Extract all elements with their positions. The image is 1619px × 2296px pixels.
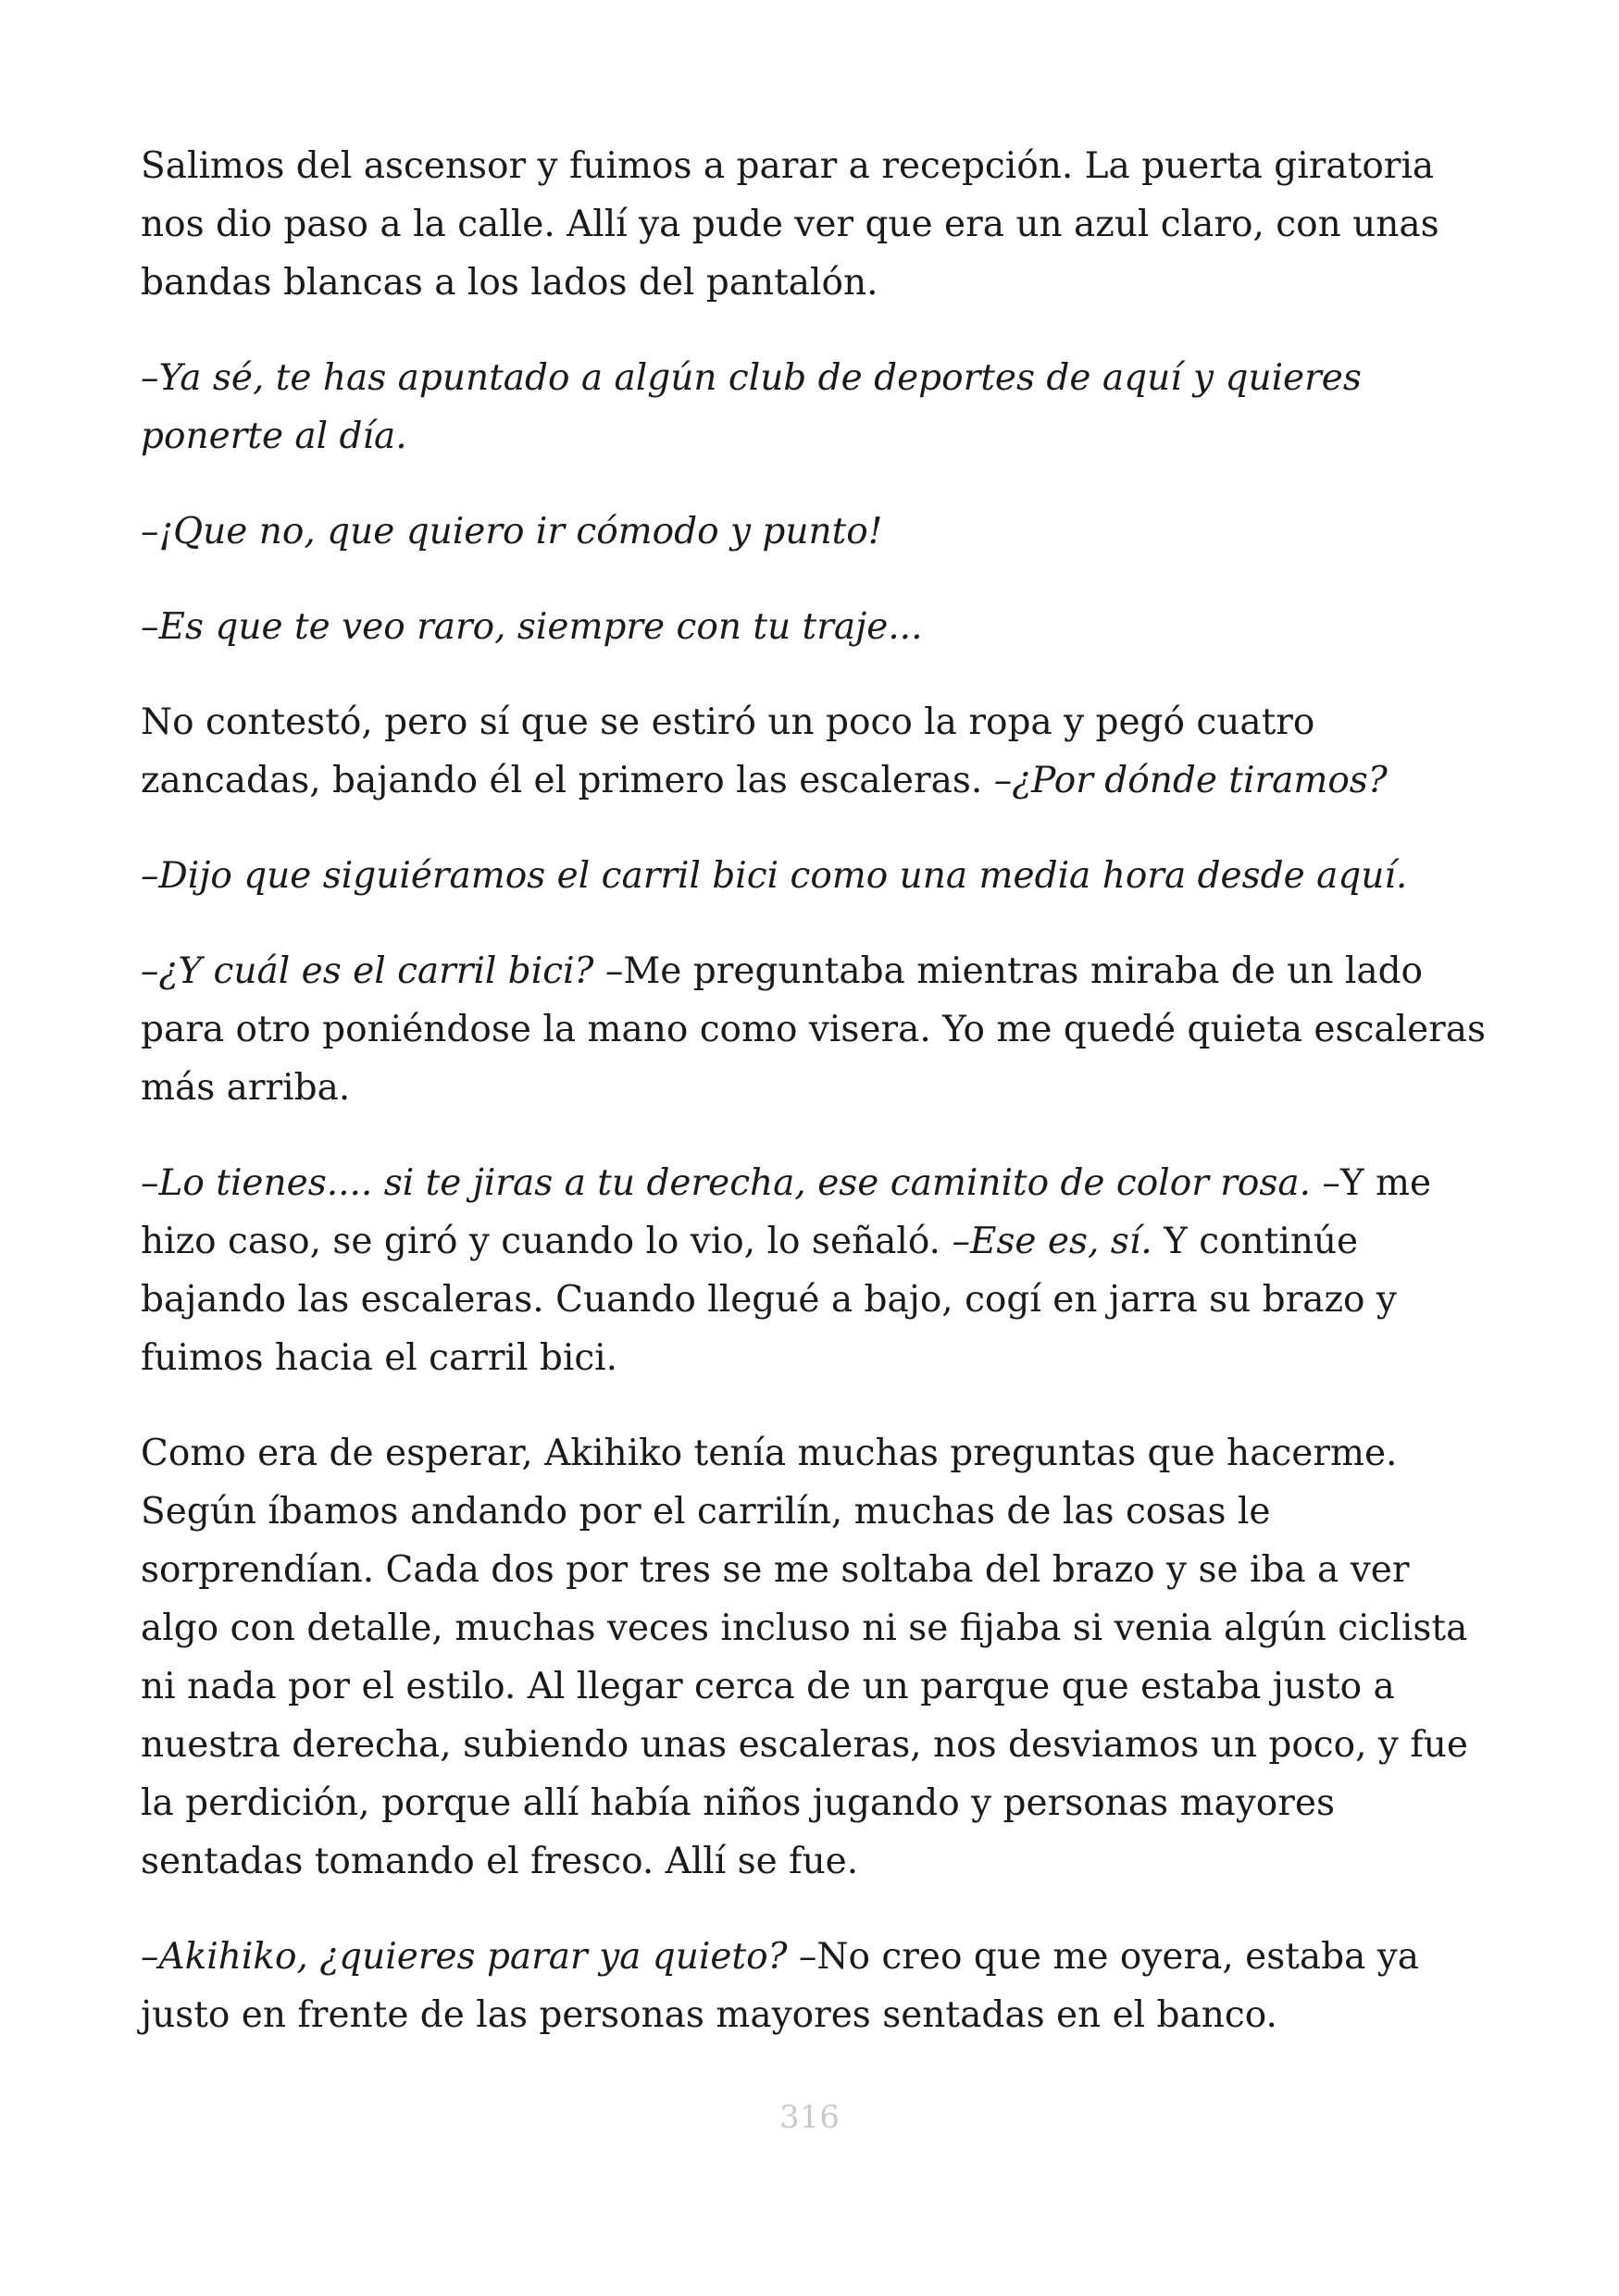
- dialogue-text: –Ya sé, te has apuntado a algún club de deportes de aquí y quieres ponerte al día.: [141, 357, 1362, 457]
- paragraph: [141, 942, 1492, 1117]
- paragraph: [141, 349, 1492, 465]
- dialogue-text: –¿Por dónde tiramos?: [993, 760, 1388, 801]
- dialogue-text: –Akihiko, ¿quieres parar ya quieto?: [141, 1936, 788, 1978]
- body-text: [141, 137, 1492, 2081]
- paragraph: [141, 1424, 1492, 1891]
- dialogue-text: –Dijo que siguiéramos el carril bici como una media hora desde aquí.: [141, 855, 1408, 897]
- narration-text: –Me preguntaba mientras miraba de un lado para otro poniéndose la mano como visera. Yo me quedé quieta escaleras más arriba.: [141, 950, 1487, 1109]
- dialogue-text: –Ese es, sí.: [952, 1221, 1152, 1262]
- paragraph: [141, 693, 1492, 810]
- page-number: 316: [779, 2099, 840, 2136]
- narration-text: –No creo que me oyera, estaba ya justo en frente de las personas mayores sentadas en el banco.: [141, 1936, 1420, 2036]
- paragraph: [141, 503, 1492, 561]
- narration-text: Salimos del ascensor y fuimos a parar a recepción. La puerta giratoria nos dio paso a la calle. Allí ya pude ver que era un azul claro, con unas bandas blancas a los lados del pantalón.: [141, 145, 1439, 304]
- dialogue-text: –Lo tienes.... si te jiras a tu derecha, ese caminito de color rosa.: [141, 1162, 1312, 1204]
- dialogue-text: –¡Que no, que quiero ir cómodo y punto!: [141, 511, 883, 552]
- narration-text: –Y me hizo caso, se giró y cuando lo vio, lo señaló.: [141, 1162, 1432, 1262]
- dialogue-text: –¿Y cuál es el carril bici?: [141, 950, 594, 992]
- paragraph: [141, 137, 1492, 312]
- paragraph: [141, 598, 1492, 656]
- narration-text: Y continúe bajando las escaleras. Cuando llegué a bajo, cogí en jarra su brazo y fuimos hacia el carril bici.: [141, 1221, 1397, 1379]
- paragraph: [141, 1154, 1492, 1387]
- paragraph: [141, 1928, 1492, 2044]
- paragraph: [141, 847, 1492, 905]
- dialogue-text: –Es que te veo raro, siempre con tu traje...: [141, 606, 923, 648]
- narration-text: No contestó, pero sí que se estiró un poco la ropa y pegó cuatro zancadas, bajando él el primero las escaleras.: [141, 701, 1315, 801]
- narration-text: Como era de esperar, Akihiko tenía muchas preguntas que hacerme. Según íbamos andando por el carrilín, muchas de las cosas le sorprendían. Cada dos por tres se me soltaba del brazo y se iba a ver algo con detalle, muchas veces incluso ni se fijaba si venia algún ciclista ni nada por el estilo. Al llegar cerca de un parque que estaba justo a nuestra derecha, subiendo unas escaleras, nos desviamos un poco, y fue la perdición, porque allí había niños jugando y personas mayores sentadas tomando el fresco. Allí se fue.: [141, 1433, 1468, 1882]
